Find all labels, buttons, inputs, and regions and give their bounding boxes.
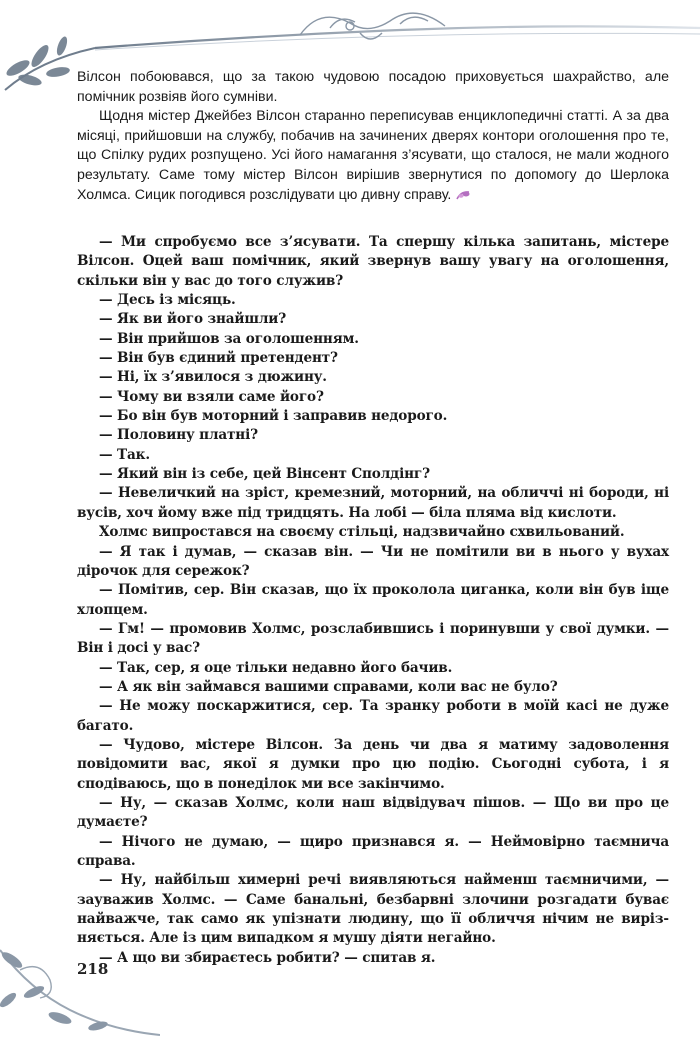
- dialogue-paragraph: — Половину платні?: [99, 427, 258, 444]
- dialogue-paragraph: — Чому ви взяли саме його?: [99, 388, 324, 405]
- dialogue-paragraph: — Десь із місяць.: [99, 292, 236, 309]
- dialogue-paragraph: — Бо він був моторний і заправив недорого.: [99, 408, 448, 425]
- dialogue-paragraph: — Гм! — промовив Холмс, розслабившись і поринувши у свої думки. — Він і досі у вас?: [77, 620, 669, 657]
- dialogue-paragraph: Холмс випростався на своєму стільці, надзвичайно схвильований.: [99, 524, 625, 541]
- dialogue-paragraph: — Він прийшов за оголошенням.: [99, 330, 359, 347]
- bottom-floral-ornament: [0, 930, 160, 1037]
- dialogue-paragraph: — Чудово, містере Вілсон. За день чи два я матиму задоволення повідомити вас, якої я думки про цю подію. Сьогодні субота, і я сподіваюсь, що в понеділок ми все закінчимо.: [77, 736, 669, 792]
- page-number: 218: [77, 960, 109, 978]
- dialogue-paragraph: — Нічого не думаю, — щиро признався я. — Неймовірно таємнича справа.: [77, 833, 669, 869]
- dialogue-paragraph: — Як ви його знайшли?: [99, 311, 287, 328]
- flower-icon: [455, 189, 471, 201]
- dialogue-paragraph: — Який він із себе, цей Вінсент Сполдінг?: [99, 466, 430, 483]
- dialogue-paragraph: — Помітив, сер. Він сказав, що їх проколола циганка, коли він був іще хлопцем.: [77, 582, 669, 618]
- summary-paragraph: [77, 107, 669, 205]
- summary-paragraph-text: Щодня містер Джейбез Вілсон старанно переписував енциклопедичні статті. А за два місяці, прийшовши на службу, побачив на зачинених дверях контори оголошення про те, що Спілку рудих розпущено. Усі його намагання з’ясувати, що сталося, не мали жодного результату. Саме тому містер Вілсон вирішив звернутися по допомогу до Шерлока Холмса. Сицик погодився розслідувати цю дивну справу.: [77, 108, 669, 203]
- dialogue-paragraph: — Ну, — сказав Холмс, коли наш відвідувач пішов. — Що ви про це думаєте?: [77, 794, 669, 831]
- dialogue-paragraph: — Ні, їх з’явилося з дюжину.: [99, 369, 327, 386]
- dialogue-paragraph: — Ми спробуємо все з’ясувати. Та спершу кілька запитань, містере Вілсон. Оцей ваш помічник, який звернув вашу увагу на оголошення, скільки він у вас до того служив?: [77, 234, 669, 289]
- dialogue-paragraph: — Так, сер, я оце тільки недавно його бачив.: [99, 659, 453, 676]
- dialogue-paragraph: — А що ви збираєтесь робити? — спитав я.: [99, 949, 436, 966]
- dialogue-paragraph: — Не можу поскаржитися, сер. Та зранку роботи в моїй касі не дуже багато.: [77, 698, 669, 734]
- dialogue-paragraph: — А як він займався вашими справами, коли вас не було?: [99, 678, 558, 695]
- summary-paragraph: Вілсон побоювався, що за такою чудовою посадою приховується шахрайство, але помічник розвіяв його сумніви.: [77, 69, 669, 105]
- chapter-summary: [77, 68, 669, 205]
- dialogue-paragraph: — Ну, найбільш химерні речі виявляються найменш таємничими, — зауважив Холмс. — Саме банальні, безбарвні злочини розгадати буває найважче, так само як упізнати людину, що її обличчя нічим не вирізняється. Але із цим випадком я мушу діяти негайно.: [77, 872, 669, 947]
- dialogue-paragraph: — Невеличкий на зріст, кремезний, моторний, на обличчі ні бороди, ні вусів, хоч йому вже під тридцять. На лобі — біла пляма від кислоти.: [77, 485, 669, 521]
- dialogue-paragraph: — Я так і думав, — сказав він. — Чи не помітили ви в нього у вухах дірочок для сережок?: [77, 543, 669, 579]
- dialogue-paragraph: — Так.: [99, 446, 150, 463]
- dialogue-text: [77, 233, 669, 968]
- dialogue-paragraph: — Він був єдиний претендент?: [99, 350, 338, 367]
